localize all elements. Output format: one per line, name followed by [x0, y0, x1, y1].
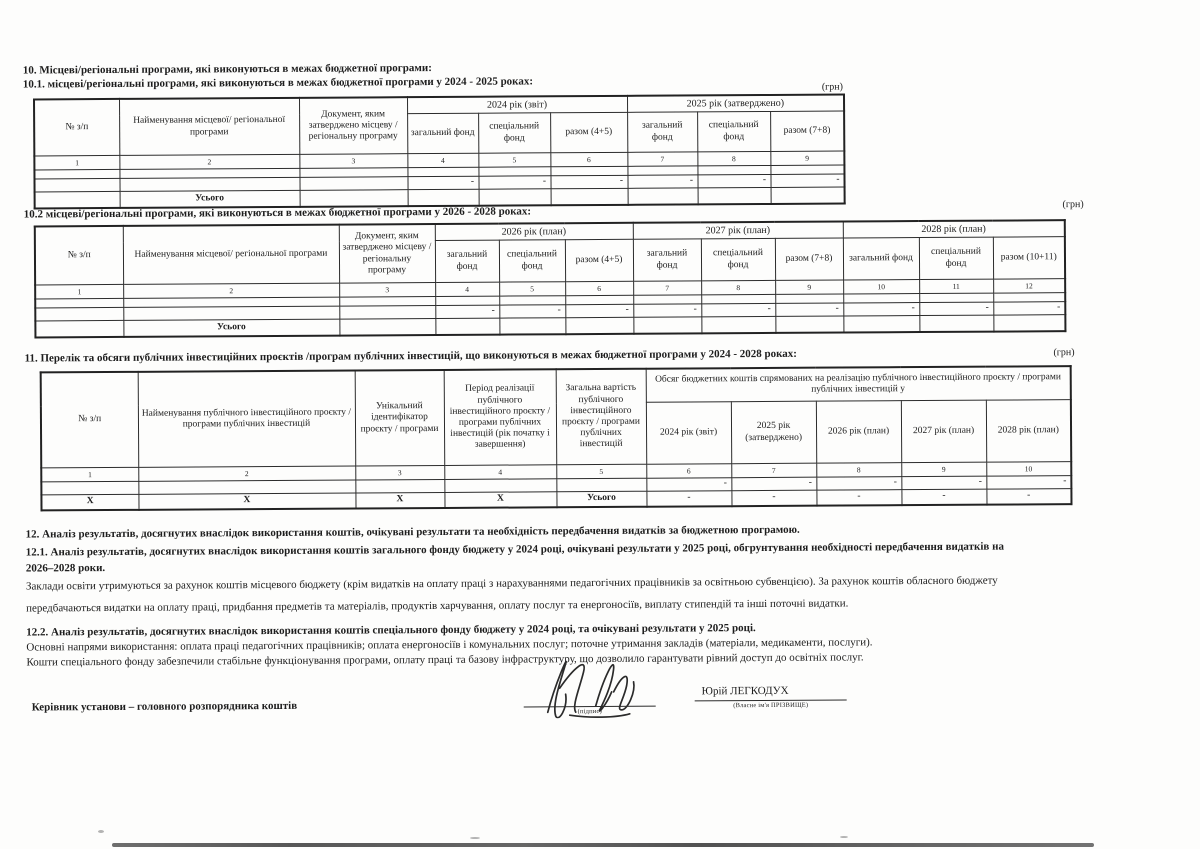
empty-cell	[339, 319, 435, 336]
total-label: Усього	[123, 319, 339, 337]
empty-cell	[478, 167, 550, 176]
col-number: 2	[123, 283, 339, 298]
header-project-period: Період реалізації публічного інвестиційного проєкту / програми публічних інвестицій (рік початку і завершення)	[444, 369, 557, 465]
header-general-fund: загальний фонд	[627, 112, 697, 152]
header-year-2028: 2028 рік (план)	[986, 400, 1071, 463]
empty-cell	[993, 315, 1065, 332]
empty-cell	[565, 295, 633, 304]
col-number: 6	[565, 281, 633, 295]
x-cell: X	[444, 492, 556, 508]
header-program-name: Найменування місцевої/ регіональної програми	[119, 98, 299, 156]
col-number: 5	[556, 464, 646, 479]
col-number: 9	[775, 280, 843, 294]
section-10-1-title: 10.1. місцеві/регіональні програми, які виконуються в межах бюджетної програми у 2024 - 2025 роках:	[22, 75, 534, 91]
dash-cell: -	[843, 303, 919, 316]
empty-cell	[775, 294, 843, 303]
empty-cell	[843, 294, 919, 303]
dash-cell: -	[770, 174, 844, 187]
x-cell: X	[138, 493, 355, 509]
col-number: 8	[816, 463, 901, 478]
header-budget-amounts-group: Обсяг бюджетних коштів спрямованих на реалізацію публічного інвестиційного проєкту / програми публічних інвестицій у	[646, 366, 1071, 402]
header-year-2028: 2028 рік (план)	[843, 220, 1065, 238]
dash-cell: -	[986, 476, 1071, 490]
dash-cell: -	[816, 490, 901, 506]
header-year-2027: 2027 рік (план)	[901, 400, 986, 463]
paragraph-12-2-line2: Кошти спеціального фонду забезпечили стабільне функціонування програми, оплату праці та базову інфраструктуру, що дозволило гарантувати рівний доступ до освітніх послуг.	[26, 651, 864, 669]
dash-cell: -	[816, 477, 901, 491]
x-cell: X	[41, 494, 138, 510]
col-number: 9	[901, 462, 986, 477]
header-special-fund: спеціальний фонд	[701, 238, 775, 280]
col-number: 2	[138, 466, 355, 481]
header-total-4-5: разом (4+5)	[550, 112, 627, 152]
col-number: 2	[119, 154, 299, 169]
empty-cell	[771, 187, 845, 204]
section-10-title: 10. Місцеві/регіональні програми, які виконуються в межах бюджетної програми:	[22, 62, 432, 77]
empty-cell	[355, 479, 444, 493]
header-year-2025: 2025 рік (затверджено)	[731, 401, 816, 464]
dash-cell: -	[919, 302, 993, 315]
empty-cell	[35, 320, 123, 337]
col-number: 1	[41, 467, 138, 482]
header-project-id: Унікальний ідентифікатор проєкту / програми	[355, 370, 445, 466]
section-12-2-title: 12.2. Аналіз результатів, досягнутих внаслідок використання коштів спеціального фонду бюджету у 2024 році, та очікувані результати у 2025 році.	[26, 622, 756, 639]
total-label: Усього	[120, 190, 300, 208]
header-year-2027: 2027 рік (план)	[633, 222, 843, 240]
empty-cell	[701, 316, 775, 333]
name-caption: (Власне ім'я ПРІЗВИЩЕ)	[733, 701, 809, 710]
header-year-2025: 2025 рік (затверджено)	[627, 95, 844, 113]
empty-cell	[633, 295, 701, 304]
col-number: 1	[34, 155, 119, 170]
currency-note-10-2: (грн)	[1062, 199, 1084, 211]
empty-cell	[551, 188, 628, 205]
dash-cell: -	[901, 489, 986, 505]
empty-cell	[919, 315, 993, 332]
dash-cell: -	[731, 477, 816, 491]
empty-cell	[444, 479, 556, 493]
paragraph-12-1-line2: передбачаються видатки на оплату праці, придбання предметів та матеріалів, продуктів харчування, оплату послуг та енергоносіїв, виплату стипендій та інші поточні видатки.	[26, 597, 849, 615]
dash-cell: -	[697, 174, 770, 187]
empty-cell	[701, 294, 775, 303]
empty-cell	[435, 318, 499, 335]
col-number: 9	[770, 151, 844, 165]
scan-speck	[470, 837, 480, 839]
header-special-fund: спеціальний фонд	[499, 240, 565, 282]
col-number: 3	[339, 283, 435, 298]
dash-cell: -	[701, 303, 775, 316]
empty-cell	[35, 307, 123, 321]
empty-cell	[770, 165, 844, 174]
scan-speck	[98, 830, 104, 833]
empty-cell	[408, 189, 479, 206]
scan-speck	[840, 836, 848, 838]
dash-cell: -	[633, 304, 701, 317]
dash-cell: -	[499, 305, 565, 318]
table-local-programs-2026-2028	[34, 219, 1067, 338]
empty-cell	[550, 166, 627, 175]
empty-cell	[499, 318, 565, 335]
dash-cell: -	[407, 176, 478, 189]
header-np: № з/п	[35, 226, 123, 285]
col-number: 5	[499, 282, 565, 296]
col-number: 6	[550, 152, 627, 166]
empty-cell	[993, 293, 1065, 302]
empty-cell	[299, 177, 407, 191]
col-number: 3	[355, 465, 444, 480]
header-general-fund: загальний фонд	[435, 240, 499, 282]
empty-cell	[435, 296, 499, 305]
header-year-2024: 2024 рік (звіт)	[646, 402, 731, 465]
dash-cell: -	[646, 478, 731, 492]
signature-caption: (підпис)	[577, 707, 602, 716]
col-number: 7	[627, 152, 697, 166]
total-label: Усього	[556, 491, 646, 507]
header-year-2024: 2024 рік (звіт)	[407, 96, 627, 114]
header-total-10-11: разом (10+11)	[993, 237, 1065, 279]
dash-cell: -	[565, 304, 633, 317]
empty-cell	[775, 316, 843, 333]
dash-cell: -	[901, 476, 986, 490]
empty-cell	[565, 317, 633, 334]
col-number: 11	[919, 279, 993, 293]
header-general-fund: загальний фонд	[633, 239, 701, 281]
table-local-programs-2024-2025	[33, 93, 846, 209]
header-project-name: Найменування публічного інвестиційного проєкту / програми публічних інвестицій	[138, 370, 356, 467]
header-special-fund: спеціальний фонд	[919, 237, 993, 279]
header-year-2026: 2026 рік (план)	[816, 401, 901, 464]
dash-cell: -	[478, 176, 550, 189]
col-number: 3	[299, 154, 407, 169]
empty-cell	[119, 177, 299, 191]
signatory-name: Юрій ЛЕГКОДУХ	[701, 684, 789, 698]
currency-note-10-1: (грн)	[821, 81, 843, 93]
header-special-fund: спеціальний фонд	[697, 111, 770, 151]
empty-cell	[479, 189, 551, 206]
col-number: 7	[731, 463, 816, 478]
dash-cell: -	[646, 491, 731, 507]
empty-cell	[633, 317, 701, 334]
col-number: 1	[35, 284, 123, 299]
section-12-1-title-line1: 12.1. Аналіз результатів, досягнутих внаслідок використання коштів загального фонду бюджету у 2024 році, очікувані результати у 2025 році, обгрунтування необхідності передбачення видатків на	[25, 540, 1004, 559]
empty-cell	[628, 188, 698, 205]
col-number: 10	[986, 462, 1071, 477]
empty-cell	[339, 306, 435, 320]
header-document: Документ, яким затверджено місцеву / регіональну програму	[339, 224, 435, 283]
empty-cell	[697, 165, 770, 174]
currency-note-11: (грн)	[1053, 347, 1075, 359]
col-number: 7	[633, 281, 701, 295]
scan-bottom-edge-artifact	[112, 843, 1094, 847]
paragraph-12-2-line1: Основні напрями використання: оплата праці педагогічних працівників; оплата енергоносіїв і комунальних послуг; поточне утримання закладів (матеріали, медикаменти, послуги).	[26, 636, 873, 654]
col-number: 8	[697, 151, 770, 165]
col-number: 10	[843, 280, 919, 294]
empty-cell	[407, 167, 478, 176]
section-12-title: 12. Аналіз результатів, досягнутих внаслідок використання коштів, очікувані результати та необхідність передбачення видатків за бюджетною програмою.	[25, 523, 800, 541]
dash-cell: -	[731, 490, 816, 506]
header-general-fund: загальний фонд	[843, 238, 919, 280]
empty-cell	[35, 191, 120, 208]
header-program-name: Найменування місцевої/ регіональної програми	[123, 225, 339, 285]
col-number: 4	[435, 282, 499, 296]
header-document: Документ, яким затверджено місцеву / регіональну програму	[299, 97, 407, 154]
header-project-cost: Загальна вартість публічного інвестиційного проєкту / програми публічних інвестицій	[556, 369, 647, 465]
header-general-fund: загальний фонд	[407, 113, 478, 153]
empty-cell	[123, 306, 339, 320]
signatory-role-label: Керівник установи – головного розпорядника коштів	[31, 699, 298, 714]
col-number: 6	[646, 464, 731, 479]
header-total-4-5: разом (4+5)	[565, 239, 633, 281]
x-cell: X	[355, 492, 444, 508]
col-number: 4	[444, 465, 556, 480]
section-12-1-title-line2: 2026–2028 роки.	[25, 562, 106, 575]
empty-cell	[919, 293, 993, 302]
empty-cell	[843, 316, 919, 333]
empty-cell	[41, 481, 138, 495]
empty-cell	[698, 187, 771, 204]
empty-cell	[138, 480, 355, 494]
section-10-2-title: 10.2 місцеві/регіональні програми, які виконуються в межах бюджетної програми у 2026 - 2028 роках:	[23, 205, 532, 221]
header-year-2026: 2026 рік (план)	[435, 223, 633, 241]
table-public-investment-projects	[40, 365, 1073, 511]
header-special-fund: спеціальний фонд	[478, 113, 550, 153]
empty-cell	[499, 296, 565, 305]
col-number: 8	[701, 280, 775, 294]
header-total-7-8: разом (7+8)	[775, 238, 843, 280]
dash-cell: -	[550, 175, 627, 188]
empty-cell	[556, 478, 646, 492]
empty-cell	[627, 166, 697, 175]
empty-cell	[34, 178, 119, 192]
col-number: 4	[407, 153, 478, 167]
empty-cell	[300, 190, 408, 207]
header-np: № з/п	[41, 372, 139, 468]
paragraph-12-1-line1: Заклади освіти утримуються за рахунок коштів місцевого бюджету (крім видатків на оплату праці з нарахуваннями педагогічних працівників за освітньою субвенцією). За рахунок коштів обласного бюджету	[25, 574, 998, 593]
header-np: № з/п	[34, 99, 119, 156]
dash-cell: -	[993, 302, 1065, 315]
dash-cell: -	[435, 305, 499, 318]
col-number: 12	[993, 279, 1065, 293]
dash-cell: -	[775, 303, 843, 316]
section-11-title: 11. Перелік та обсяги публічних інвестиційних проєктів /програм публічних інвестицій, що виконуються в межах бюджетної програми у 2024 - 2028 роках:	[24, 347, 797, 365]
dash-cell: -	[986, 489, 1071, 505]
dash-cell: -	[627, 175, 697, 188]
header-total-7-8: разом (7+8)	[770, 111, 844, 151]
col-number: 5	[478, 153, 550, 167]
